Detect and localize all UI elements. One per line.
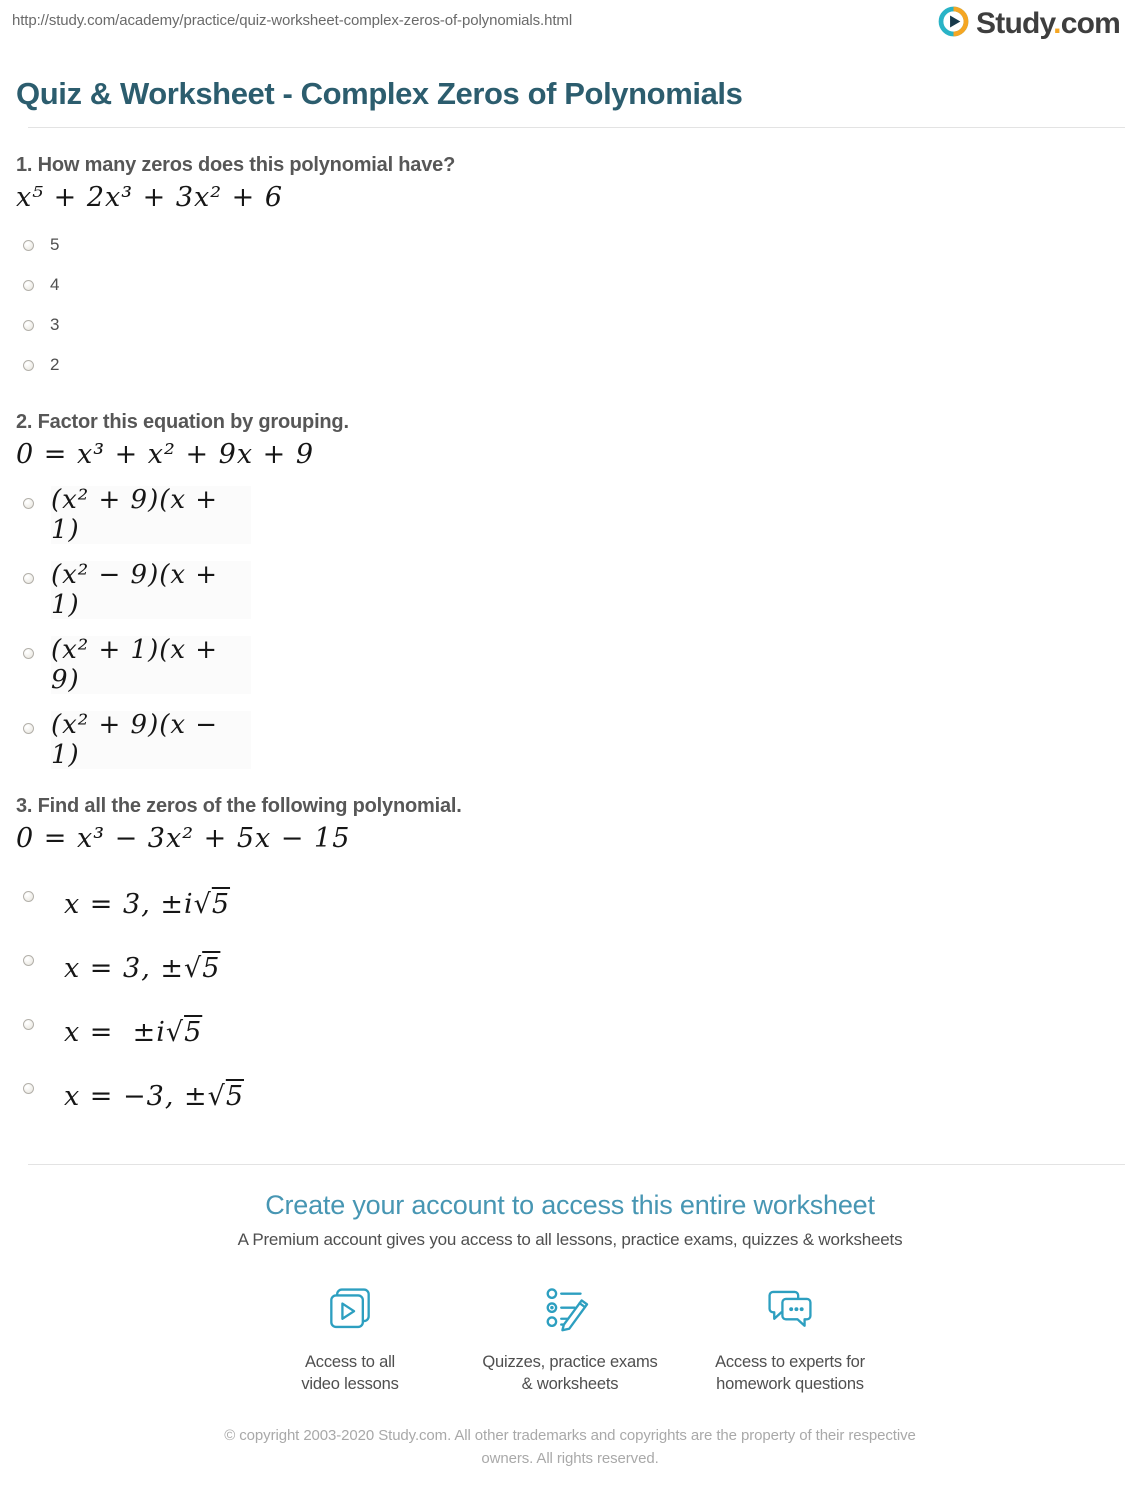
radio-button[interactable] — [23, 955, 34, 966]
studycom-play-icon — [938, 6, 969, 42]
option-math: x = ±i√5 — [64, 1016, 203, 1048]
radio-button[interactable] — [23, 1083, 34, 1094]
experts-chat-icon — [762, 1282, 818, 1338]
option-math: x = 3, ±√5 — [64, 952, 221, 984]
question-1-option-a[interactable] — [23, 225, 1140, 265]
option-label: 2 — [50, 355, 60, 374]
option-math: x = −3, ±√5 — [64, 1080, 244, 1112]
radio-button[interactable] — [23, 891, 34, 902]
title-divider — [28, 127, 1125, 128]
radio-button[interactable] — [23, 648, 34, 659]
question-3-option-c[interactable] — [23, 1000, 1140, 1064]
feature-list — [0, 1282, 1140, 1396]
feature-label: Access to experts for homework questions — [715, 1353, 865, 1394]
option-box — [51, 561, 251, 619]
question-1-option-b[interactable] — [23, 265, 1140, 305]
option-math: (x² − 9)(x + 1) — [51, 560, 219, 620]
question-3-option-d[interactable] — [23, 1064, 1140, 1128]
option-math: x = 3, ±i√5 — [64, 888, 231, 920]
radio-button[interactable] — [23, 280, 34, 291]
option-box — [51, 486, 251, 544]
feature-label: Quizzes, practice exams & worksheets — [482, 1353, 658, 1394]
feature-label: Access to all video lessons — [301, 1353, 399, 1394]
create-account-section — [0, 1190, 1140, 1396]
feature-expert-help — [680, 1282, 900, 1396]
question-3-options — [16, 872, 1140, 1128]
radio-button[interactable] — [23, 240, 34, 251]
question-2 — [16, 411, 1140, 769]
radio-button[interactable] — [23, 723, 34, 734]
radio-button[interactable] — [23, 498, 34, 509]
feature-video-lessons — [240, 1282, 460, 1396]
question-2-options — [16, 486, 1140, 769]
footer — [0, 1424, 1140, 1471]
question-1-option-d[interactable] — [23, 345, 1140, 385]
question-1-equation: x⁵ + 2x³ + 3x² + 6 — [16, 182, 284, 213]
radio-button[interactable] — [23, 320, 34, 331]
page-url: http://study.com/academy/practice/quiz-worksheet-complex-zeros-of-polynomials.html — [12, 12, 573, 29]
option-math: (x² + 9)(x + 1) — [51, 485, 219, 545]
question-2-option-c[interactable] — [23, 636, 1140, 694]
question-1 — [16, 154, 1140, 385]
question-2-option-b[interactable] — [23, 561, 1140, 619]
question-3-option-a[interactable] — [23, 872, 1140, 936]
question-2-equation: 0 = x³ + x² + 9x + 9 — [16, 439, 315, 470]
question-1-option-c[interactable] — [23, 305, 1140, 345]
option-label: 3 — [50, 315, 60, 334]
option-box — [51, 636, 251, 694]
cta-heading: Create your account to access this entire worksheet — [265, 1190, 875, 1220]
video-lessons-icon — [322, 1282, 378, 1338]
option-math: (x² + 1)(x + 9) — [51, 635, 219, 695]
feature-quizzes-worksheets — [460, 1282, 680, 1396]
header — [0, 0, 1140, 50]
radio-button[interactable] — [23, 573, 34, 584]
option-label: 4 — [50, 275, 60, 294]
option-box — [51, 711, 251, 769]
section-divider — [28, 1164, 1125, 1165]
studycom-wordmark: Study.com — [976, 7, 1120, 40]
question-3-equation: 0 = x³ − 3x² + 5x − 15 — [16, 823, 351, 854]
question-1-prompt: 1. How many zeros does this polynomial have? — [16, 154, 456, 176]
cta-subheading: A Premium account gives you access to all lessons, practice exams, quizzes & worksheets — [237, 1230, 903, 1249]
page-title: Quiz & Worksheet - Complex Zeros of Polynomials — [16, 76, 743, 111]
question-1-options — [16, 225, 1140, 385]
question-2-option-a[interactable] — [23, 486, 1140, 544]
option-label: 5 — [50, 235, 60, 254]
question-2-prompt: 2. Factor this equation by grouping. — [16, 411, 349, 433]
question-3 — [16, 795, 1140, 1128]
copyright-text: © copyright 2003-2020 Study.com. All other trademarks and copyrights are the property of their respective owners. All rights reserved. — [224, 1426, 916, 1467]
question-2-option-d[interactable] — [23, 711, 1140, 769]
radio-button[interactable] — [23, 360, 34, 371]
option-math: (x² + 9)(x − 1) — [51, 710, 219, 770]
question-3-option-b[interactable] — [23, 936, 1140, 1000]
quiz-worksheet-icon — [542, 1282, 598, 1338]
radio-button[interactable] — [23, 1019, 34, 1030]
studycom-logo[interactable] — [938, 6, 1120, 42]
question-3-prompt: 3. Find all the zeros of the following polynomial. — [16, 795, 462, 817]
